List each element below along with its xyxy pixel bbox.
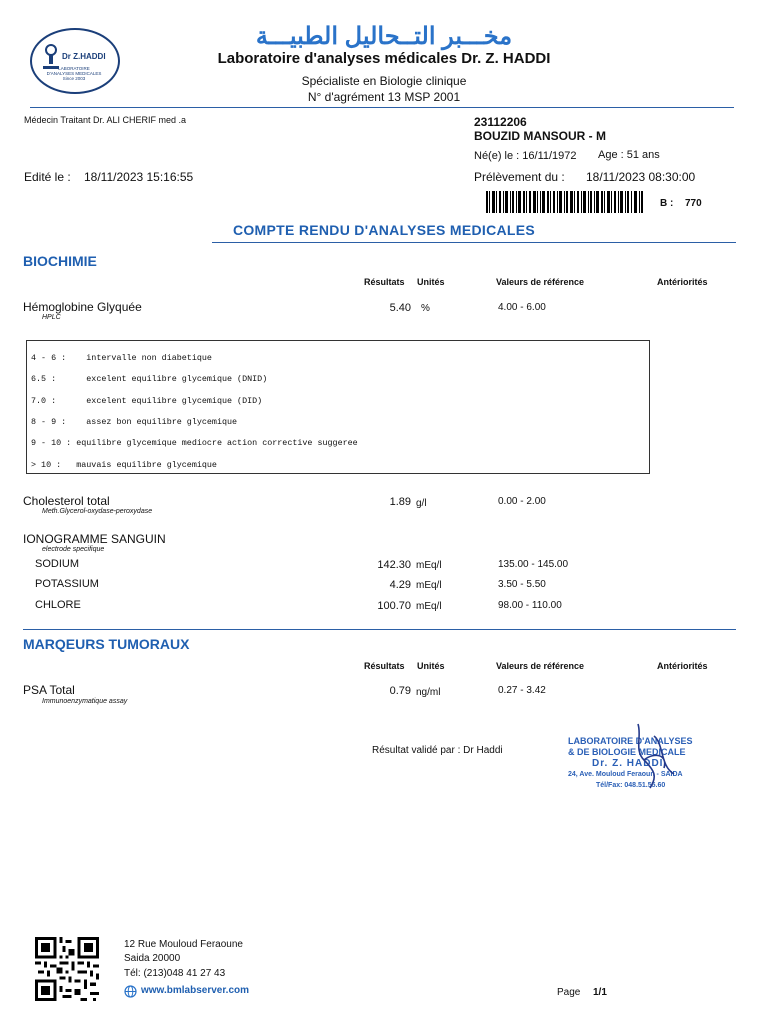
footer-address-line2: Saida 20000 — [124, 953, 181, 964]
qr-code — [35, 937, 99, 1001]
stamp-line: & DE BIOLOGIE MEDICALE — [568, 747, 686, 757]
stamp-line: LABORATOIRE D'ANALYSES — [568, 736, 693, 746]
test-name-cholesterol: Cholesterol total — [23, 494, 110, 508]
test-method-psa: Immunoenzymatique assay — [42, 698, 128, 705]
header-divider — [30, 107, 734, 108]
page-number: 1/1 — [593, 987, 607, 998]
page-label: Page — [557, 987, 581, 998]
lab-approval: N° d'agrément 13 MSP 2001 — [307, 90, 461, 104]
ref-sodium: 135.00 - 145.00 — [498, 559, 569, 570]
unit-hba1c: % — [421, 303, 430, 314]
sample-date: 18/11/2023 08:30:00 — [586, 170, 696, 184]
ref-potassium: 3.50 - 5.50 — [498, 579, 546, 590]
test-name-psa: PSA Total — [23, 683, 75, 697]
lab-specialty: Spécialiste en Biologie clinique — [301, 74, 467, 88]
col-results: Résultats — [364, 277, 405, 287]
note-line: 6.5 : excelent equilibre glycemique (DNID) — [31, 374, 268, 385]
test-name-potassium: POTASSIUM — [35, 578, 99, 590]
ref-hba1c: 4.00 - 6.00 — [498, 302, 546, 313]
sample-label: Prélèvement du : — [474, 170, 565, 184]
unit-sodium: mEq/l — [416, 560, 442, 571]
footer-website-link[interactable]: www.bmlabserver.com — [141, 985, 250, 996]
patient-birth: Né(e) le : 16/11/1972 — [474, 150, 577, 162]
stamp-line: Tél/Fax: 048.51.55.60 — [596, 782, 666, 789]
unit-psa: ng/ml — [416, 687, 441, 698]
edited-label: Edité le : — [24, 170, 71, 184]
result-potassium: 4.29 — [389, 579, 411, 591]
ref-psa: 0.27 - 3.42 — [498, 685, 546, 696]
footer-address-line1: 12 Rue Mouloud Feraoune — [124, 939, 243, 950]
test-method-ionogramme: electrode specifique — [42, 546, 105, 553]
col-results: Résultats — [364, 661, 405, 671]
ref-cholesterol: 0.00 - 2.00 — [498, 496, 546, 507]
test-name-ionogramme: IONOGRAMME SANGUIN — [23, 532, 166, 546]
col-units: Unités — [417, 661, 445, 671]
col-units: Unités — [417, 277, 445, 287]
section-divider — [23, 629, 736, 630]
edited-date: 18/11/2023 15:16:55 — [84, 170, 194, 184]
patient-age: Age : 51 ans — [598, 149, 660, 161]
arabic-title: مخـــبر التــحاليل الطبيـــة — [255, 23, 513, 50]
note-line: 9 - 10 : equilibre glycemique mediocre action corrective suggeree — [31, 438, 358, 449]
note-line: 8 - 9 : assez bon equilibre glycemique — [31, 416, 238, 427]
b-value: 770 — [685, 198, 702, 209]
result-sodium: 142.30 — [377, 559, 411, 571]
result-cholesterol: 1.89 — [389, 496, 411, 508]
test-method-hba1c: HPLC — [42, 314, 61, 321]
test-method-cholesterol: Meth.Glycerol-oxydase-peroxydase — [42, 508, 153, 515]
col-reference: Valeurs de référence — [496, 661, 585, 671]
report-title: COMPTE RENDU D'ANALYSES MEDICALES — [232, 222, 536, 238]
result-chlore: 100.70 — [377, 600, 411, 612]
stamp-line: Dr. Z. HADDI — [592, 758, 664, 769]
unit-cholesterol: g/l — [416, 498, 427, 509]
note-line: 7.0 : excelent equilibre glycemique (DID) — [31, 395, 263, 406]
report-title-divider — [212, 242, 736, 243]
patient-id: 23112206 — [474, 115, 527, 129]
col-reference: Valeurs de référence — [496, 277, 585, 287]
footer-phone: Tél: (213)048 41 27 43 — [124, 968, 226, 979]
col-previous: Antériorités — [657, 661, 708, 671]
result-hba1c: 5.40 — [389, 302, 411, 314]
ref-chlore: 98.00 - 110.00 — [498, 600, 562, 611]
test-name-chlore: CHLORE — [35, 599, 81, 611]
hba1c-interpretation-note — [26, 340, 650, 474]
globe-icon — [124, 985, 137, 998]
validation-text: Résultat validé par : Dr Haddi — [372, 745, 503, 756]
section-biochimie: BIOCHIMIE — [23, 253, 97, 269]
result-psa: 0.79 — [389, 685, 411, 697]
note-line: 4 - 6 : intervalle non diabetique — [31, 352, 212, 363]
section-marqueurs: MARQEURS TUMORAUX — [23, 636, 190, 652]
note-line: > 10 : mauvais equilibre glycemique — [31, 459, 217, 470]
signature — [624, 716, 684, 796]
stamp-line: 24, Ave. Mouloud Feraoun - SAIDA — [568, 771, 683, 778]
test-name-hba1c: Hémoglobine Glyquée — [23, 300, 142, 314]
unit-chlore: mEq/l — [416, 601, 442, 612]
col-previous: Antériorités — [657, 277, 708, 287]
logo-subtitle: LABORATOIRE D'ANALYSES MEDICALES Since 2003 — [46, 66, 102, 81]
treating-doctor: Médecin Traitant Dr. ALI CHERIF med .a — [24, 115, 187, 125]
barcode — [486, 191, 643, 213]
logo-text: Dr Z.HADDI — [62, 52, 106, 61]
b-label: B : — [660, 198, 674, 209]
lab-name: Laboratoire d'analyses médicales Dr. Z. HADDI — [217, 50, 551, 67]
patient-name: BOUZID MANSOUR - M — [474, 129, 606, 143]
test-name-sodium: SODIUM — [35, 558, 79, 570]
unit-potassium: mEq/l — [416, 580, 442, 591]
